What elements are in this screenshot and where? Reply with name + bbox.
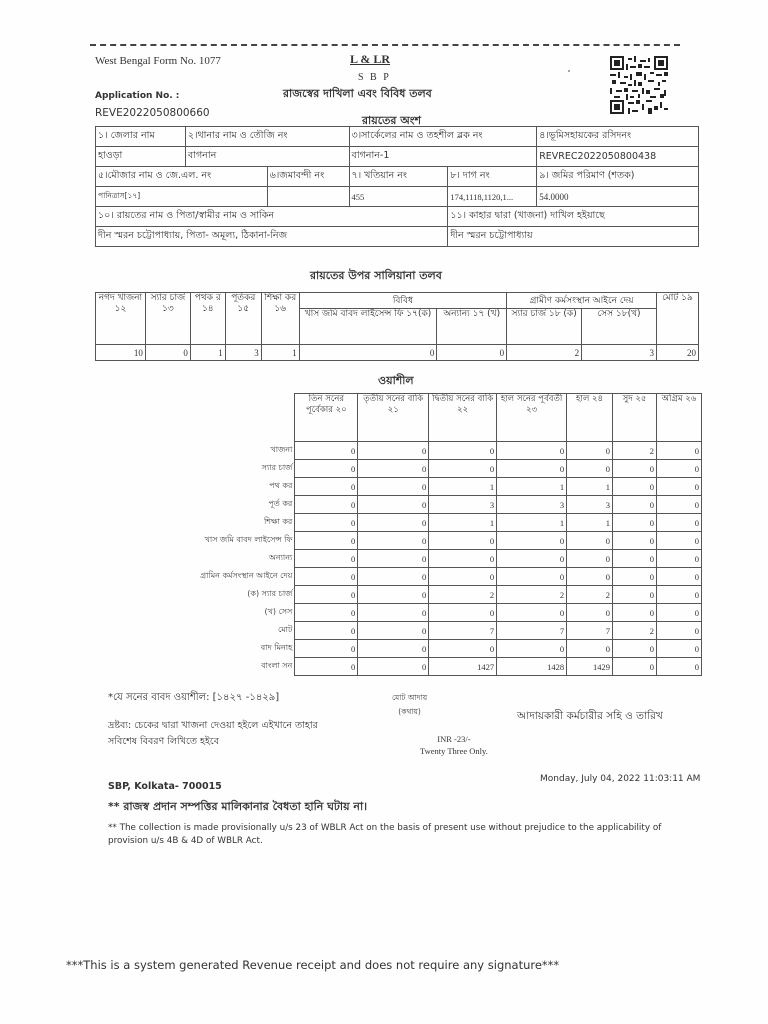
collection-cell: 1 (497, 514, 567, 532)
collection-cell: 0 (613, 460, 657, 478)
collection-cell: 0 (613, 532, 657, 550)
khatian-value: 455 (349, 187, 448, 207)
third-year-due-header: তৃতীয় সনের বাকি ২১ (358, 394, 429, 442)
system-generated-footer: ***This is a system generated Revenue receipt and does not require any signature*** (66, 958, 560, 972)
amount-block (420, 733, 488, 757)
rural-surcharge-value: 2 (507, 345, 582, 361)
collection-row (98, 478, 702, 496)
in-words-text: (কথায়) (398, 707, 421, 716)
mouza-header: ৫।মৌজার নাম ও জে.এল. নং (96, 167, 268, 187)
jamabandi-value (267, 187, 349, 207)
collection-cell: 0 (429, 550, 497, 568)
collection-cell: 0 (613, 640, 657, 658)
raiyat-part-title: রায়তের অংশ (362, 114, 422, 127)
collection-cell: 1427 (429, 658, 497, 676)
collection-cell: 0 (358, 568, 429, 586)
collection-cell: 0 (358, 514, 429, 532)
thana-header: ২।থানার নাম ও তৌজি নং (185, 127, 349, 147)
amount-in-words: Twenty Three Only. (420, 746, 488, 756)
collection-cell: 0 (613, 514, 657, 532)
total-value: 20 (657, 345, 699, 361)
collection-row-label: খাজনা (270, 445, 293, 454)
collection-cell: 2 (429, 586, 497, 604)
surcharge-value: 0 (145, 345, 190, 361)
collection-cell: 0 (656, 442, 701, 460)
current-year-header: হাল ২৪ (567, 394, 613, 442)
top-dashed-line (90, 44, 680, 46)
collection-row (98, 514, 702, 532)
others-header: অন্যান্য ১৭ (খ) (437, 309, 507, 345)
collection-cell: 0 (295, 622, 358, 640)
circle-header: ৩।সার্কেলের নাম ও তহশীল ব্লক নং (349, 127, 537, 147)
collection-cell: 0 (295, 532, 358, 550)
collection-cell: 0 (429, 640, 497, 658)
collection-cell: 1428 (497, 658, 567, 676)
collection-cell: 0 (567, 460, 613, 478)
collection-row (98, 550, 702, 568)
annual-demand-title: রায়তের উপর সালিয়ানা তলব (310, 269, 442, 282)
misc-header: বিবিধ (299, 293, 506, 309)
annual-demand-table (95, 292, 699, 361)
collection-cell: 0 (656, 478, 701, 496)
collection-cell: 0 (295, 496, 358, 514)
collection-cell: 2 (613, 622, 657, 640)
collection-cell: 0 (295, 640, 358, 658)
khas-license-header: খাস জমি বাবদ লাইসেন্স ফি ১৭(ক) (299, 309, 437, 345)
collection-row (98, 442, 702, 460)
collection-cell: 0 (567, 550, 613, 568)
collection-cell: 0 (613, 478, 657, 496)
collection-cell: 0 (358, 640, 429, 658)
three-years-prior-header: তিন সনের পূর্বেকার ২০ (295, 394, 358, 442)
collection-cell: 0 (613, 550, 657, 568)
collection-row-label: (ক) স্যার চার্জ (247, 589, 293, 598)
collection-cell: 2 (567, 586, 613, 604)
collection-cell: 0 (358, 622, 429, 640)
collection-row-label: পূর্ত কর (268, 499, 293, 508)
total-collected-label (392, 691, 427, 719)
receipt-value: REVREC2022050800438 (537, 147, 699, 167)
collection-cell: 0 (567, 568, 613, 586)
collection-row-label: পথ কর (269, 481, 293, 490)
collection-corner (98, 394, 295, 442)
collection-row-label: গ্রামিন কর্মসংস্থান আইনে দেয় (200, 571, 293, 580)
collection-cell: 0 (497, 550, 567, 568)
land-area-header: ৯। জমির পরিমাণ (শতক) (537, 167, 699, 187)
interest-header: সুদ ২৫ (613, 394, 657, 442)
rural-surcharge-header: স্যার চার্জ ১৮ (ক) (507, 309, 582, 345)
collection-cell: 1 (567, 478, 613, 496)
collection-row (98, 460, 702, 478)
land-area-value: 54.0000 (537, 187, 699, 207)
collection-cell: 0 (358, 604, 429, 622)
circle-value: বাগনান-1 (349, 147, 537, 167)
collection-row (98, 532, 702, 550)
education-cess-value: 1 (261, 345, 299, 361)
collection-cell: 0 (613, 586, 657, 604)
collection-row-label: বাদ মিনাহ (260, 643, 293, 652)
collection-row-label: স্যার চার্জ (261, 463, 293, 472)
collection-row (98, 622, 702, 640)
collection-cell: 0 (295, 658, 358, 676)
generated-datetime: Monday, July 04, 2022 11:03:11 AM (540, 774, 701, 784)
collection-cell: 3 (429, 496, 497, 514)
collection-cell: 0 (358, 532, 429, 550)
road-cess-header: পথক র ১৪ (190, 293, 225, 345)
surcharge-header: স্যার চার্জ ১৩ (145, 293, 190, 345)
collection-cell: 3 (567, 496, 613, 514)
collection-cell: 0 (613, 604, 657, 622)
collection-years-note: *যে সনের বাবদ ওয়াশীল: [১৪২৭ -১৪২৯] (108, 692, 280, 703)
collection-cell: 0 (295, 550, 358, 568)
cess-value: 3 (582, 345, 657, 361)
collection-cell: 0 (295, 460, 358, 478)
collection-cell: 0 (497, 442, 567, 460)
collection-cell: 0 (295, 514, 358, 532)
collection-row-label: শিক্ষা কর (263, 517, 293, 526)
collection-cell: 0 (358, 550, 429, 568)
collection-cell: 1 (429, 478, 497, 496)
form-number: West Bengal Form No. 1077 (95, 55, 221, 67)
amount-figure: INR -23/- (437, 734, 471, 744)
collection-cell: 1429 (567, 658, 613, 676)
collection-cell: 0 (656, 514, 701, 532)
collection-cell: 0 (358, 496, 429, 514)
cash-rent-value: 10 (96, 345, 146, 361)
collection-cell: 0 (497, 460, 567, 478)
office-code: S B P (358, 72, 391, 83)
collection-cell: 0 (497, 568, 567, 586)
collection-cell: 0 (656, 496, 701, 514)
collector-signature-label: আদায়কারী কর্মচারীর সহি ও তারিখ (517, 710, 663, 722)
collection-cell: 0 (567, 442, 613, 460)
khas-license-value: 0 (299, 345, 437, 361)
collection-cell: 0 (497, 640, 567, 658)
collection-cell: 7 (497, 622, 567, 640)
qr-code-icon (610, 56, 668, 114)
public-works-value: 3 (225, 345, 261, 361)
rural-employment-header: গ্রামীণ কর্মসংস্থান আইনে দেয় (507, 293, 657, 309)
collection-cell: 7 (429, 622, 497, 640)
total-collected-text: মোট আদায় (392, 693, 428, 702)
mouza-value: পানিত্রাস[১৭] (96, 187, 268, 207)
raiyat-name-header: ১০। রায়তের নাম ও পিতা/স্বামীর নাম ও সাকিন (96, 207, 448, 227)
collection-cell: 0 (358, 442, 429, 460)
education-cess-header: শিক্ষা কর ১৬ (261, 293, 299, 345)
document-title: রাজস্বের দাখিলা এবং বিবিধ তলব (283, 87, 432, 100)
collection-cell: 1 (429, 514, 497, 532)
collection-cell: 0 (497, 532, 567, 550)
advance-header: অগ্রিম ২৬ (656, 394, 701, 442)
road-cess-value: 1 (190, 345, 225, 361)
collection-cell: 0 (656, 460, 701, 478)
collection-cell: 0 (567, 604, 613, 622)
collection-cell: 7 (567, 622, 613, 640)
collection-cell: 0 (567, 640, 613, 658)
collection-row-label: অন্যান্য (268, 553, 293, 562)
collection-cell: 0 (656, 604, 701, 622)
district-header: ১। জেলার নাম (96, 127, 186, 147)
others-value: 0 (437, 345, 507, 361)
ownership-validity-note: ** রাজস্ব প্রদান সম্পত্তির মালিকানার বৈধতা হানি ঘটায় না। (108, 800, 368, 813)
collection-cell: 0 (497, 604, 567, 622)
collection-cell: 0 (295, 568, 358, 586)
collection-cell: 2 (497, 586, 567, 604)
collection-cell: 0 (429, 532, 497, 550)
collection-cell: 0 (656, 568, 701, 586)
collection-cell: 0 (613, 496, 657, 514)
public-works-header: পূর্তকর ১৫ (225, 293, 261, 345)
collection-row-label: (খ) সেস (264, 607, 293, 616)
receipt-header: ৪।ভূমিসহায়কের রসিদনং (537, 127, 699, 147)
collection-row-label: বাংলা সন (261, 661, 293, 670)
collection-cell: 0 (429, 442, 497, 460)
thana-value: বাগনান (185, 147, 349, 167)
khatian-header: ৭। খতিয়ান নং (349, 167, 448, 187)
collection-cell: 0 (656, 640, 701, 658)
collection-cell: 0 (656, 550, 701, 568)
total-header: মোট ১৯ (657, 293, 699, 345)
jamabandi-header: ৬।জমাবন্দী নং (267, 167, 349, 187)
collection-cell: 0 (429, 604, 497, 622)
district-value: হাওড়া (96, 147, 186, 167)
office-address: SBP, Kolkata- 700015 (108, 781, 222, 792)
collection-cell: 0 (358, 460, 429, 478)
paid-by-header: ১১। কাহার দ্বারা (খাজনা) দাখিল হইয়াছে (448, 207, 699, 227)
collection-cell: 0 (295, 442, 358, 460)
collection-row (98, 658, 702, 676)
scan-speck (568, 70, 570, 72)
collection-row-label: মোট (277, 625, 293, 634)
collection-table (98, 393, 702, 676)
department-code: L & LR (350, 52, 391, 66)
collection-cell: 1 (567, 514, 613, 532)
collection-title: ওয়াশীল (378, 374, 414, 387)
paid-by-value: দীন স্মরন চট্টোপাধ্যায় (448, 227, 699, 247)
collection-cell: 0 (613, 658, 657, 676)
property-details-table (95, 126, 699, 247)
collection-cell: 0 (656, 586, 701, 604)
dag-value: 174,1118,1120,1... (448, 187, 537, 207)
collection-cell: 2 (613, 442, 657, 460)
collection-cell: 0 (656, 532, 701, 550)
cash-rent-header: নগদ খাজনা ১২ (96, 293, 146, 345)
dag-header: ৮। দাগ নং (448, 167, 537, 187)
collection-row (98, 568, 702, 586)
collection-cell: 0 (429, 460, 497, 478)
collection-cell: 1 (497, 478, 567, 496)
application-label: Application No. : (95, 91, 180, 101)
collection-cell: 0 (295, 604, 358, 622)
collection-cell: 0 (358, 586, 429, 604)
collection-cell: 0 (656, 658, 701, 676)
previous-year-header: হাল সনের পূর্ববর্তী ২৩ (497, 394, 567, 442)
cess-header: সেস ১৮(খ) (582, 309, 657, 345)
collection-cell: 0 (429, 568, 497, 586)
collection-row (98, 604, 702, 622)
raiyat-name-value: দীন স্মরন চট্টোপাধ্যায়, পিতা- অমূল্য, ঠিকানা-নিজ (96, 227, 448, 247)
cheque-note: দ্রষ্টব্য: চেকের দ্বারা খাজনা দেওয়া হইলে এইখানে তাহার সবিশেষ বিবরণ লিখিতে হইবে (108, 720, 318, 747)
collection-cell: 0 (656, 622, 701, 640)
provision-note: ** The collection is made provisionally u/s 23 of WBLR Act on the basis of present use without prejudice to the applicability of provision u/s 4B & 4D of WBLR Act. (108, 823, 662, 846)
application-number: REVE2022050800660 (95, 107, 210, 119)
collection-cell: 0 (295, 586, 358, 604)
collection-row (98, 496, 702, 514)
collection-cell: 0 (567, 532, 613, 550)
collection-cell: 3 (497, 496, 567, 514)
collection-cell: 0 (358, 478, 429, 496)
second-year-due-header: দ্বিতীয় সনের বাকি ২২ (429, 394, 497, 442)
collection-row (98, 640, 702, 658)
collection-cell: 0 (613, 568, 657, 586)
collection-row (98, 586, 702, 604)
collection-cell: 0 (295, 478, 358, 496)
collection-cell: 0 (358, 658, 429, 676)
collection-row-label: খাস জমি বাবদ লাইসেন্স ফি (204, 535, 293, 544)
